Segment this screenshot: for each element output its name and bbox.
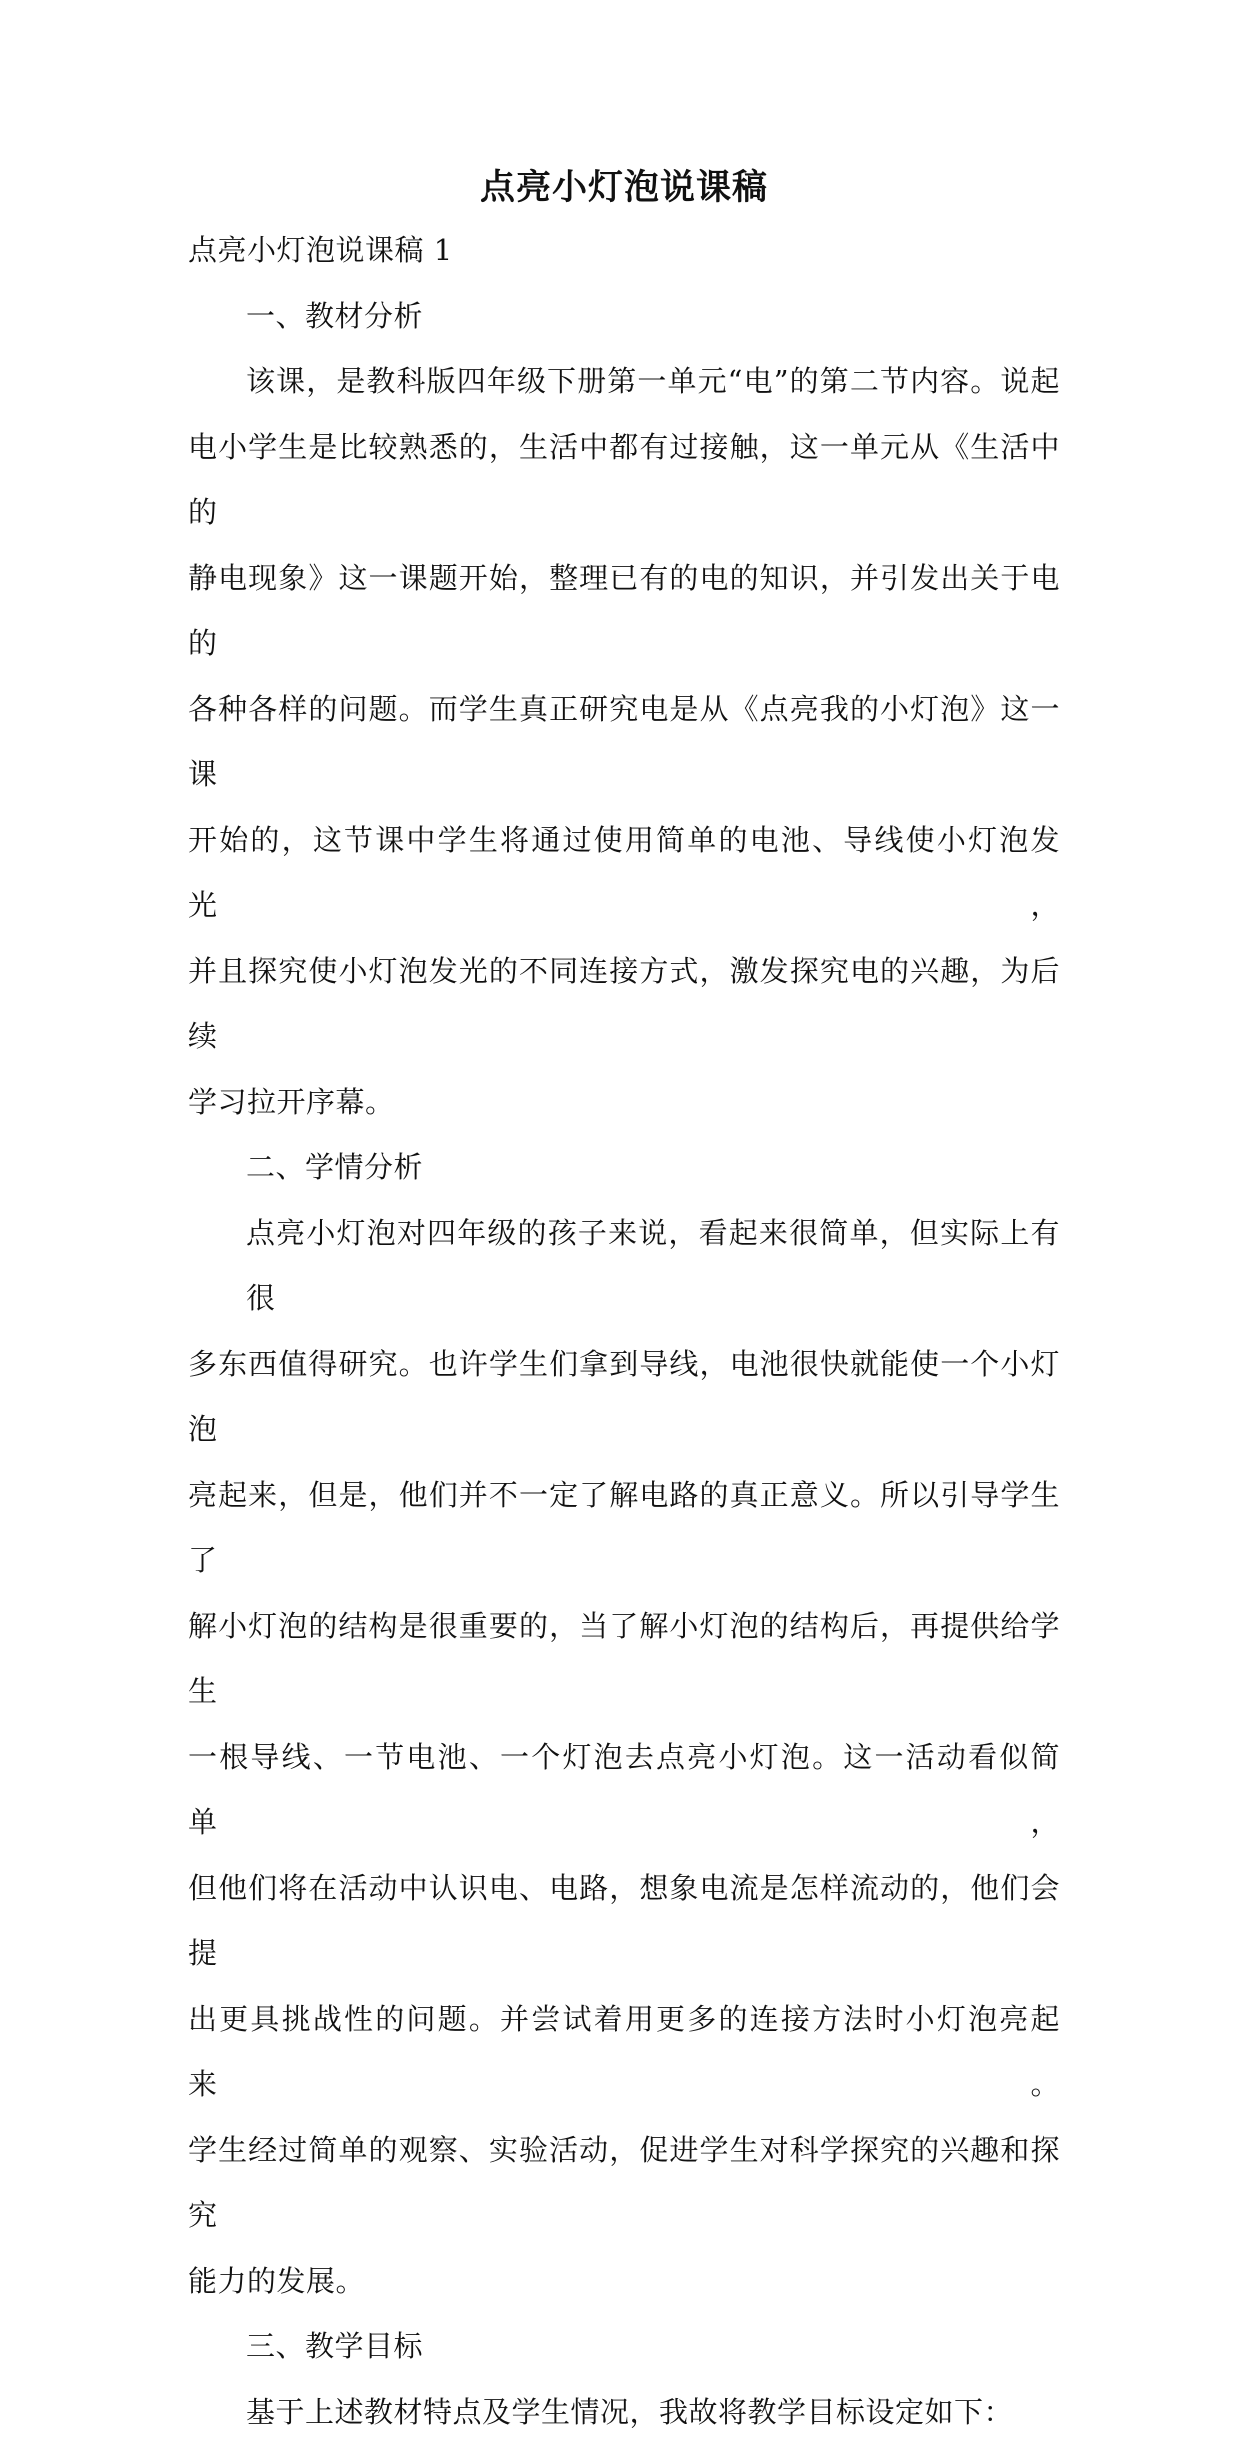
text-line: 静电现象》这一课题开始，整理已有的电的知识，并引发出关于电的 <box>188 546 1060 677</box>
text-line: 并且探究使小灯泡发光的不同连接方式，激发探究电的兴趣，为后续 <box>188 939 1060 1070</box>
text-line: 解小灯泡的结构是很重要的，当了解小灯泡的结构后，再提供给学生 <box>188 1594 1060 1725</box>
text-line: 三、教学目标 <box>188 2314 1060 2380</box>
text-line: 出更具挑战性的问题。并尝试着用更多的连接方法时小灯泡亮起来。 <box>188 1987 1060 2118</box>
text-line: 基于上述教材特点及学生情况，我故将教学目标设定如下： <box>188 2380 1060 2445</box>
text-line: 一、教材分析 <box>188 284 1060 350</box>
text-line: 各种各样的问题。而学生真正研究电是从《点亮我的小灯泡》这一课 <box>188 677 1060 808</box>
text-line: 学生经过简单的观察、实验活动，促进学生对科学探究的兴趣和探究 <box>188 2118 1060 2249</box>
text-line: 该课，是教科版四年级下册第一单元“电”的第二节内容。说起 <box>188 349 1060 415</box>
text-line: 能力的发展。 <box>188 2249 1060 2315</box>
text-line: 一根导线、一节电池、一个灯泡去点亮小灯泡。这一活动看似简单， <box>188 1725 1060 1856</box>
document-body <box>188 158 1060 2445</box>
paragraph-lines <box>188 218 1060 2445</box>
document-title: 点亮小灯泡说课稿 <box>188 158 1060 218</box>
text-line: 点亮小灯泡说课稿 1 <box>188 218 1060 284</box>
text-line: 电小学生是比较熟悉的，生活中都有过接触，这一单元从《生活中的 <box>188 415 1060 546</box>
text-line: 点亮小灯泡对四年级的孩子来说，看起来很简单，但实际上有很 <box>188 1201 1060 1332</box>
text-line: 多东西值得研究。也许学生们拿到导线，电池很快就能使一个小灯泡 <box>188 1332 1060 1463</box>
text-line: 学习拉开序幕。 <box>188 1070 1060 1136</box>
text-line: 但他们将在活动中认识电、电路，想象电流是怎样流动的，他们会提 <box>188 1856 1060 1987</box>
text-line: 亮起来，但是，他们并不一定了解电路的真正意义。所以引导学生了 <box>188 1463 1060 1594</box>
text-line: 二、学情分析 <box>188 1135 1060 1201</box>
text-line: 开始的，这节课中学生将通过使用简单的电池、导线使小灯泡发光， <box>188 808 1060 939</box>
